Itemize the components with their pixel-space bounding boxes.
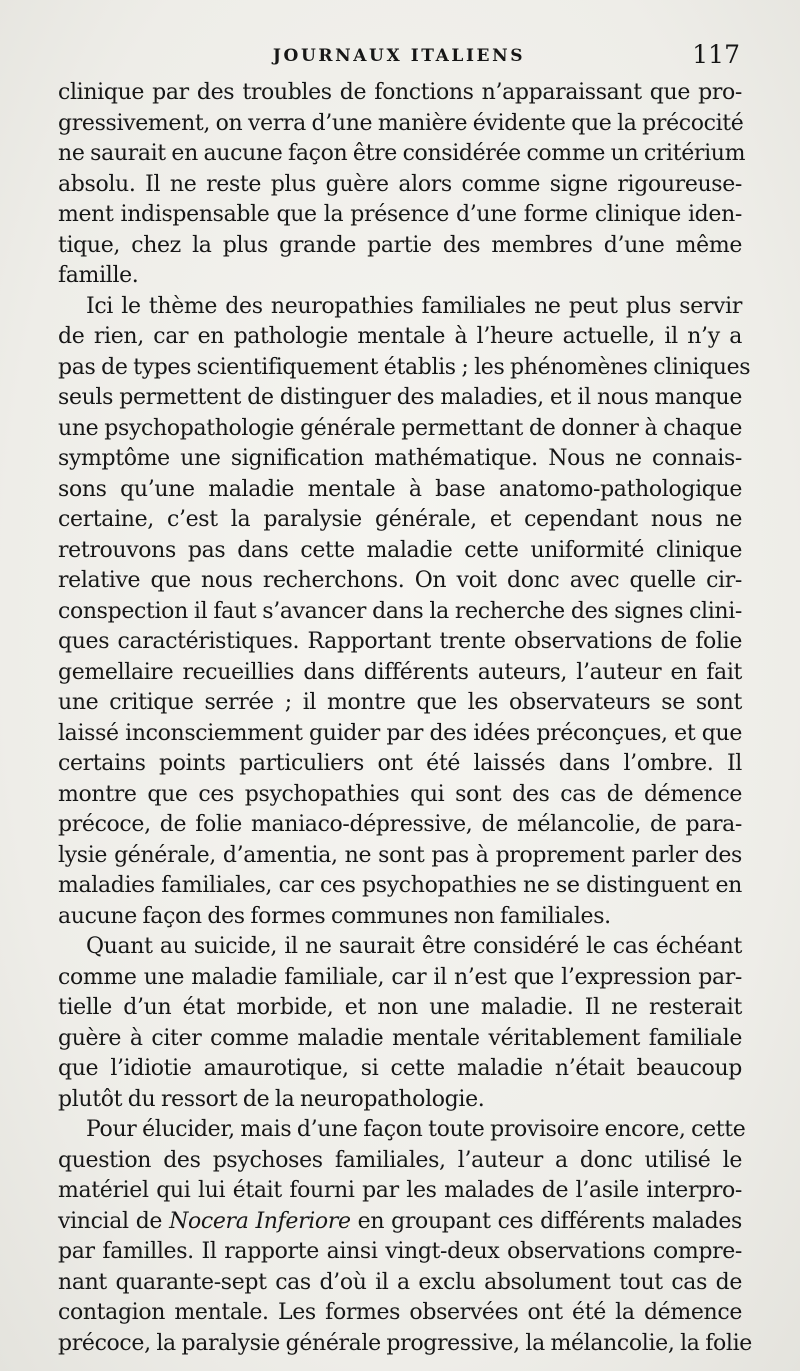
- text-line: comme une maladie familiale, car il n’est que l’expression par-: [58, 964, 742, 990]
- text-line: clinique par des troubles de fonctions n’apparaissant que pro-: [58, 80, 742, 105]
- text-fragment: vincial de: [58, 1208, 170, 1234]
- text-line: famille.: [58, 263, 139, 288]
- text-line: précoce, la paralysie générale progressive, la mélancolie, la folie: [58, 1330, 752, 1356]
- text-line: précoce, de folie maniaco-dépressive, de mélancolie, de para-: [58, 812, 742, 837]
- text-line: lysie générale, d’amentia, ne sont pas à proprement parler des: [58, 842, 742, 868]
- text-line: maladies familiales, car ces psychopathies ne se distinguent en: [58, 873, 742, 898]
- text-line: pas de types scientifiquement établis ; les phénomènes cliniques: [58, 354, 751, 380]
- body-text: [58, 78, 752, 1359]
- text-line: une critique serrée ; il montre que les observateurs se sont: [58, 690, 742, 715]
- text-line: relative que nous recherchons. On voit donc avec quelle cir-: [58, 568, 742, 593]
- text-line: guère à citer comme maladie mentale véritablement familiale: [58, 1025, 742, 1051]
- text-line: tique, chez la plus grande partie des membres d’une même: [58, 232, 742, 258]
- text-line: question des psychoses familiales, l’auteur a donc utilisé le: [58, 1147, 742, 1173]
- place-name-italic: Nocera Inferiore: [169, 1208, 351, 1234]
- text-line: Ici le thème des neuropathies familiales ne peut plus servir: [86, 293, 742, 319]
- text-line: par familles. Il rapporte ainsi vingt-deux observations compre-: [58, 1239, 742, 1264]
- text-line: contagion mentale. Les formes observées ont été la démence: [58, 1300, 742, 1325]
- text-line: seuls permettent de distinguer des maladies, et il nous manque: [58, 385, 742, 410]
- page-number: 117: [692, 40, 740, 69]
- text-line: ment indispensable que la présence d’une forme clinique iden-: [58, 202, 742, 227]
- text-line: [58, 1207, 742, 1238]
- text-line: Pour élucider, mais d’une façon toute provisoire encore, cette: [86, 1117, 746, 1142]
- page-header: [58, 38, 740, 78]
- text-line: sons qu’une maladie mentale à base anatomo-pathologique: [58, 476, 742, 502]
- text-line: symptôme une signification mathématique. Nous ne connais-: [58, 446, 742, 471]
- text-line: de rien, car en pathologie mentale à l’heure actuelle, il n’y a: [58, 324, 742, 349]
- text-line: gressivement, on verra d’une manière évidente que la précocité: [58, 110, 744, 136]
- text-line: tielle d’un état morbide, et non une maladie. Il ne resterait: [58, 995, 742, 1020]
- running-title: JOURNAUX ITALIENS: [272, 46, 526, 66]
- text-line: ne saurait en aucune façon être considérée comme un critérium: [58, 141, 746, 166]
- text-line: Quant au suicide, il ne saurait être considéré le cas échéant: [86, 934, 742, 959]
- text-line: que l’idiotie amaurotique, si cette maladie n’était beaucoup: [58, 1056, 742, 1081]
- text-line: laissé inconsciemment guider par des idées préconçues, et que: [58, 720, 742, 746]
- text-line: certaine, c’est la paralysie générale, et cependant nous ne: [58, 507, 742, 532]
- text-line: nant quarante-sept cas d’où il a exclu absolument tout cas de: [58, 1269, 742, 1295]
- text-line: certains points particuliers ont été laissés dans l’ombre. Il: [58, 751, 742, 776]
- text-line: gemellaire recueillies dans différents auteurs, l’auteur en fait: [58, 659, 742, 685]
- text-line: conspection il faut s’avancer dans la recherche des signes clini-: [58, 598, 742, 624]
- text-fragment: en groupant ces différents malades: [350, 1208, 742, 1234]
- text-line: absolu. Il ne reste plus guère alors comme signe rigoureuse-: [58, 171, 742, 197]
- text-line: matériel qui lui était fourni par les malades de l’asile interpro-: [58, 1178, 742, 1203]
- text-line: aucune façon des formes communes non familiales.: [58, 903, 611, 929]
- text-line: ques caractéristiques. Rapportant trente observations de folie: [58, 629, 742, 654]
- text-line: une psychopathologie générale permettant de donner à chaque: [58, 415, 742, 441]
- text-line: montre que ces psychopathies qui sont des cas de démence: [58, 781, 742, 807]
- text-line: retrouvons pas dans cette maladie cette uniformité clinique: [58, 537, 742, 563]
- text-line: plutôt du ressort de la neuropathologie.: [58, 1086, 485, 1112]
